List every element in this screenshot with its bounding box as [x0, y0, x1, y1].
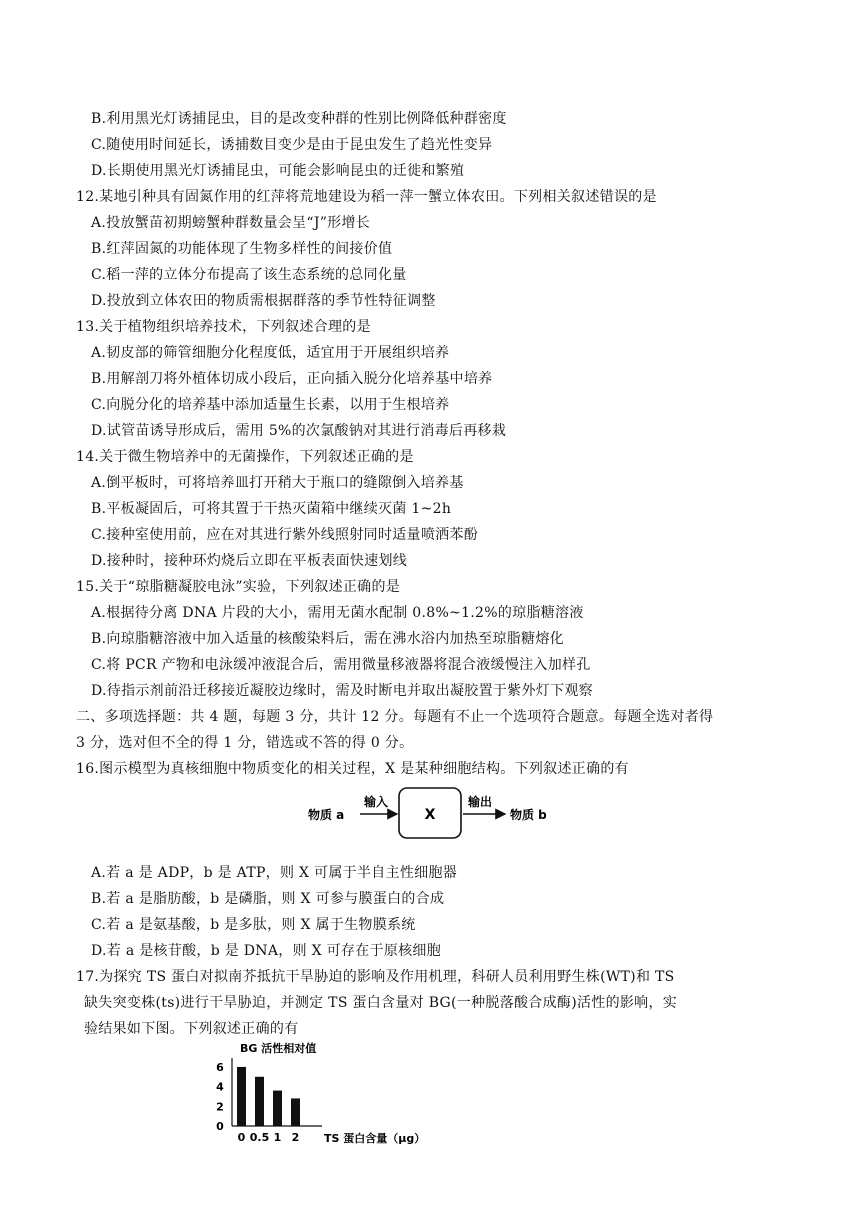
chart-x-tick-label: 0.5 [249, 1131, 270, 1144]
q13-option-b: B.用解剖刀将外植体切成小段后，正向插入脱分化培养基中培养 [91, 371, 493, 387]
q13-option-c: C.向脱分化的培养基中添加适量生长素，以用于生根培养 [91, 397, 450, 413]
q17-stem: 17.为探究 TS 蛋白对拟南芥抵抗干旱胁迫的影响及作用机理，科研人员利用野生株(WT)和 TS [76, 969, 675, 985]
q15-stem: 15.关于“琼脂糖凝胶电泳”实验，下列叙述正确的是 [76, 579, 401, 595]
chart-x-axis-label: TS 蛋白含量（μg） [324, 1132, 426, 1145]
section-two-heading: 二、多项选择题：共 4 题，每题 3 分，共计 12 分。每题有不止一个选项符合题意。每题全选对者得 [76, 709, 714, 725]
chart-bar [291, 1098, 300, 1126]
chart-title: BG 活性相对值 [240, 1042, 317, 1055]
q17-stem-cont-2: 验结果如下图。下列叙述正确的有 [84, 1021, 299, 1037]
q16-stem: 16.图示模型为真核细胞中物质变化的相关过程，X 是某种细胞结构。下列叙述正确的有 [76, 761, 629, 777]
diagram-x-label: X [424, 807, 436, 823]
q17-stem-cont-1: 缺失突变株(ts)进行干旱胁迫，并测定 TS 蛋白含量对 BG(一种脱落酸合成酶)活性的影响，实 [84, 995, 678, 1011]
q12-option-d: D.投放到立体农田的物质需根据群落的季节性特征调整 [91, 293, 436, 309]
diagram-input-label: 输入 [364, 795, 389, 809]
chart-bar [273, 1091, 282, 1126]
q13-option-d: D.试管苗诱导形成后，需用 5%的次氯酸钠对其进行消毒后再移栽 [91, 423, 507, 439]
chart-bar [237, 1067, 246, 1126]
chart-y-tick-label: 6 [216, 1060, 224, 1074]
chart-x-tick-label: 2 [291, 1131, 300, 1144]
q14-option-a: A.倒平板时，可将培养皿打开稍大于瓶口的缝隙倒入培养基 [91, 475, 464, 491]
diagram-substance-a-label: 物质 a [308, 808, 345, 822]
q16-process-diagram [300, 782, 570, 844]
q15-option-c: C.将 PCR 产物和电泳缓冲液混合后，需用微量移液器将混合液缓慢注入加样孔 [91, 657, 591, 673]
chart-bar [255, 1077, 264, 1126]
q12-option-a: A.投放蟹苗初期螃蟹种群数量会呈“J”形增长 [91, 215, 371, 231]
q11-option-c: C.随使用时间延长，诱捕数目变少是由于昆虫发生了趋光性变异 [91, 137, 493, 153]
q12-stem: 12.某地引种具有固氮作用的红萍将荒地建设为稻一萍一蟹立体农田。下列相关叙述错误的是 [76, 189, 657, 205]
diagram-output-label: 输出 [468, 795, 493, 809]
q16-option-b: B.若 a 是脂肪酸，b 是磷脂，则 X 可参与膜蛋白的合成 [91, 891, 445, 907]
q15-option-d: D.待指示剂前沿迁移接近凝胶边缘时，需及时断电并取出凝胶置于紫外灯下观察 [91, 683, 593, 699]
q13-option-a: A.韧皮部的筛管细胞分化程度低，适宜用于开展组织培养 [91, 345, 450, 361]
chart-x-tick-label: 0 [237, 1131, 246, 1144]
q15-option-b: B.向琼脂糖溶液中加入适量的核酸染料后，需在沸水浴内加热至琼脂糖熔化 [91, 631, 564, 647]
q16-option-d: D.若 a 是核苷酸，b 是 DNA，则 X 可存在于原核细胞 [91, 943, 442, 959]
q11-option-b: B.利用黑光灯诱捕昆虫，目的是改变种群的性别比例降低种群密度 [91, 111, 507, 127]
q17-bg-activity-chart [210, 1040, 450, 1150]
q16-option-c: C.若 a 是氨基酸，b 是多肽，则 X 属于生物膜系统 [91, 917, 416, 933]
q13-stem: 13.关于植物组织培养技术，下列叙述合理的是 [76, 319, 371, 335]
chart-x-tick-label: 1 [273, 1131, 282, 1144]
q14-stem: 14.关于微生物培养中的无菌操作，下列叙述正确的是 [76, 449, 414, 465]
q11-option-d: D.长期使用黑光灯诱捕昆虫，可能会影响昆虫的迁徙和繁殖 [91, 163, 465, 179]
q16-option-a: A.若 a 是 ADP，b 是 ATP，则 X 可属于半自主性细胞器 [91, 865, 458, 881]
chart-y-tick-label: 0 [216, 1120, 224, 1133]
chart-y-tick-label: 4 [216, 1080, 224, 1094]
section-two-heading-cont: 3 分，选对但不全的得 1 分，错选或不答的得 0 分。 [76, 735, 414, 751]
q12-option-b: B.红萍固氮的功能体现了生物多样性的间接价值 [91, 241, 393, 257]
q14-option-b: B.平板凝固后，可将其置于干热灭菌箱中继续灭菌 1~2h [91, 501, 452, 517]
diagram-substance-b-label: 物质 b [510, 808, 547, 822]
q14-option-c: C.接种室使用前，应在对其进行紫外线照射同时适量喷洒苯酚 [91, 527, 479, 543]
q12-option-c: C.稻一萍的立体分布提高了该生态系统的总同化量 [91, 267, 407, 283]
q15-option-a: A.根据待分离 DNA 片段的大小，需用无菌水配制 0.8%~1.2%的琼脂糖溶液 [91, 605, 584, 621]
chart-y-tick-label: 2 [216, 1100, 224, 1114]
q14-option-d: D.接种时，接种环灼烧后立即在平板表面快速划线 [91, 553, 408, 569]
